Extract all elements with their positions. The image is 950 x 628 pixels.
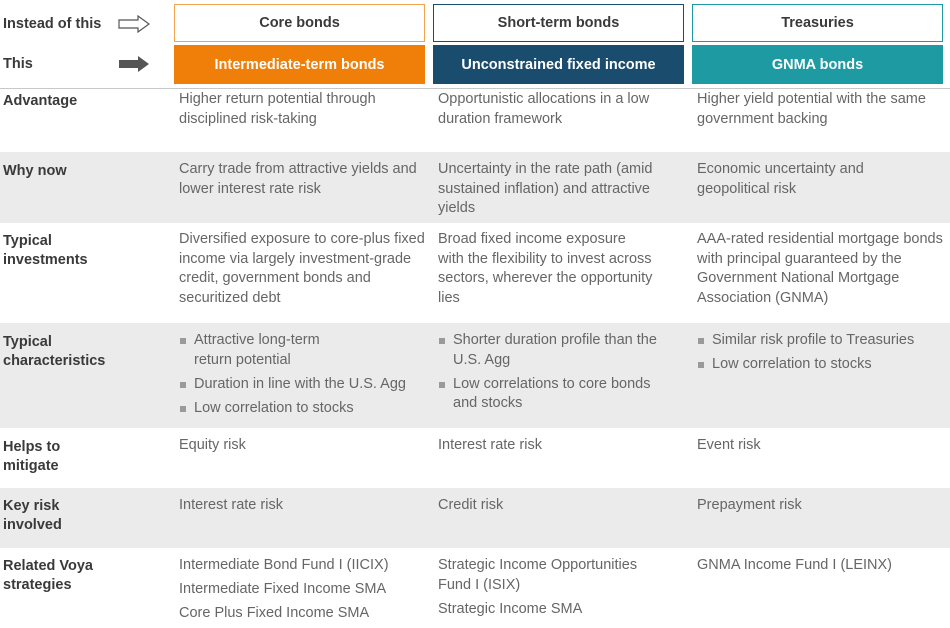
instead-box-short-term-bonds: Short-term bonds	[433, 4, 684, 42]
strategy-item: Core Plus Fixed Income SMA	[179, 605, 370, 621]
arrow-right-solid-icon	[118, 55, 150, 73]
cell-unconstrained: Uncertainty in the rate path (amid sustained inflation) and attractive yields	[438, 161, 653, 216]
cell-intermediate: Carry trade from attractive yields and lower interest rate risk	[179, 161, 417, 197]
strategy-item: Intermediate Bond Fund I (IICIX)	[179, 557, 389, 573]
cell-intermediate: Equity risk	[179, 437, 246, 453]
bullet-item: Low correlation to stocks	[697, 355, 947, 375]
cell-gnma: Event risk	[697, 437, 761, 453]
cell-gnma: AAA-rated residential mortgage bonds with principal guaranteed by the Government National Mortgage Association (GNMA)	[697, 231, 943, 306]
row-typical-investments	[0, 223, 950, 323]
arrow-right-outline-icon	[118, 15, 150, 33]
bullet-item: Attractive long-term return potential	[179, 331, 354, 370]
this-box-gnma-bonds: GNMA bonds	[692, 45, 943, 84]
row-key-risk-involved	[0, 488, 950, 548]
row-label: Typical investments	[3, 233, 88, 268]
this-box-unconstrained-fixed-income: Unconstrained fixed income	[433, 45, 684, 84]
cell-unconstrained: Interest rate risk	[438, 437, 542, 453]
instead-box-core-bonds: Core bonds	[174, 4, 425, 42]
row-label: Why now	[3, 163, 67, 179]
row-helps-to-mitigate	[0, 428, 950, 488]
instead-of-this-label: Instead of this	[3, 16, 102, 32]
cell-gnma: Economic uncertainty and geopolitical risk	[697, 161, 864, 197]
cell-intermediate	[179, 331, 424, 423]
row-label: Key risk involved	[3, 498, 62, 533]
cell-intermediate: Higher return potential through disciplined risk-taking	[179, 91, 376, 127]
bullet-item: Shorter duration profile than the U.S. Agg	[438, 331, 683, 370]
cell-gnma	[697, 331, 947, 379]
bullet-item: Duration in line with the U.S. Agg	[179, 375, 424, 395]
row-label: Related Voya strategies	[3, 558, 93, 593]
cell-intermediate: Interest rate risk	[179, 497, 283, 513]
strategy-item: Strategic Income SMA	[438, 600, 583, 617]
row-advantage	[0, 89, 950, 152]
row-label: Typical characteristics	[3, 334, 106, 369]
row-label: Advantage	[3, 93, 78, 109]
strategy-item: Intermediate Fixed Income SMA	[179, 581, 387, 597]
cell-unconstrained	[438, 556, 653, 624]
cell-gnma	[697, 556, 942, 580]
bullet-item: Similar risk profile to Treasuries	[697, 331, 947, 351]
row-why-now	[0, 152, 950, 223]
cell-gnma: Higher yield potential with the same government backing	[697, 91, 926, 127]
row-typical-characteristics	[0, 323, 950, 428]
cell-unconstrained: Opportunistic allocations in a low duration framework	[438, 91, 650, 127]
strategy-item: GNMA Income Fund I (LEINX)	[697, 557, 893, 573]
cell-unconstrained: Credit risk	[438, 497, 504, 513]
cell-unconstrained	[438, 331, 683, 418]
cell-unconstrained: Broad fixed income exposure with the flexibility to invest across sectors, wherever the opportunity lies	[438, 231, 653, 306]
cell-intermediate: Diversified exposure to core-plus fixed income via largely investment-grade credit, government bonds and securitized debt	[179, 231, 425, 306]
row-label: Helps to mitigate	[3, 439, 61, 474]
bullet-item: Low correlation to stocks	[179, 399, 424, 419]
cell-intermediate	[179, 556, 424, 628]
bullet-item: Low correlations to core bonds and stocks	[438, 375, 678, 414]
this-label: This	[3, 56, 33, 72]
row-related-strategies	[0, 548, 950, 624]
instead-box-treasuries: Treasuries	[692, 4, 943, 42]
this-box-intermediate-term-bonds: Intermediate-term bonds	[174, 45, 425, 84]
strategy-item: Strategic Income Opportunities Fund I (ISIX)	[438, 557, 638, 593]
cell-gnma: Prepayment risk	[697, 497, 802, 513]
